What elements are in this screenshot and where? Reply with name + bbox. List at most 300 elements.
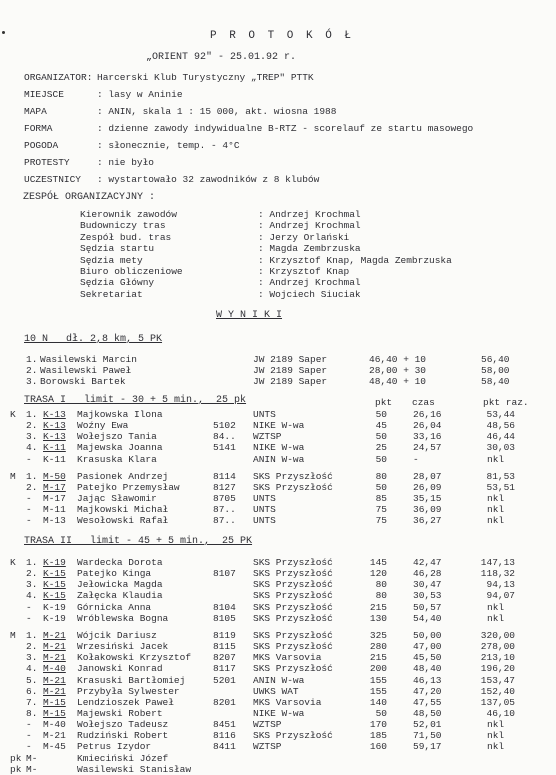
- points-total: nkl: [487, 741, 505, 753]
- category: K-15: [43, 590, 66, 602]
- table-row: [0, 442, 556, 453]
- club-number: 8115: [213, 641, 236, 653]
- table-row: [0, 686, 556, 697]
- category: M-15: [43, 696, 66, 708]
- table-row: [0, 602, 556, 613]
- info-row: [0, 106, 556, 117]
- category: M-50: [43, 470, 66, 482]
- total: 56,40: [481, 354, 510, 365]
- competitor-name: Wardecka Dorota: [77, 557, 163, 568]
- points: 280: [369, 641, 387, 653]
- club-number: 87..: [213, 515, 236, 527]
- competitor-name: Majkowska Ilona: [77, 409, 163, 420]
- table-row: [0, 515, 556, 526]
- team-role: Sędzia startu: [80, 243, 155, 255]
- table-row: [0, 708, 556, 719]
- table-row: [0, 652, 556, 663]
- club-number: 84..: [213, 431, 236, 443]
- points-total: 320,00: [480, 629, 516, 641]
- points: 50: [375, 453, 387, 465]
- club-number: 5201: [213, 674, 236, 686]
- points-total: 53,44: [486, 409, 516, 420]
- time: 52,01: [413, 719, 442, 731]
- place: 1.: [26, 354, 38, 365]
- club: SKS Przyszłość: [253, 481, 333, 493]
- points-total: nkl: [487, 730, 505, 742]
- competitor-name: Krasuski Bartłomiej: [77, 674, 186, 686]
- points-total: 153,47: [480, 674, 516, 686]
- category: M-17: [43, 493, 66, 505]
- time: 36,27: [413, 515, 442, 527]
- place: 3.: [26, 431, 38, 443]
- table-row: [0, 409, 556, 420]
- place: 1.: [26, 409, 38, 420]
- place: 8.: [26, 707, 38, 719]
- category: M-21: [43, 629, 66, 641]
- points: 75: [375, 504, 387, 516]
- time: 35,15: [413, 493, 442, 505]
- info-row: [0, 140, 556, 151]
- place: -: [26, 493, 32, 505]
- team-name: : Krzysztof Knap, Magda Zembrzuska: [258, 254, 452, 266]
- club-number: 8705: [213, 493, 236, 505]
- place: -: [26, 730, 32, 742]
- info-label: MAPA: [24, 106, 47, 117]
- time: 50,57: [413, 601, 442, 613]
- team-row: [0, 266, 556, 277]
- results-heading: W Y N I K I: [216, 310, 283, 321]
- time: 46,13: [413, 674, 442, 686]
- points: 80: [375, 579, 387, 591]
- competitor-name: Lendzioszek Paweł: [77, 696, 174, 708]
- team-name: : Krzysztof Knap: [258, 266, 350, 277]
- category: M-40: [43, 719, 66, 731]
- points: 80: [375, 590, 387, 602]
- table-row: [0, 504, 556, 515]
- time: 26,04: [413, 420, 442, 432]
- group-letter: M: [10, 470, 16, 482]
- competitor-name: Krasuska Klara: [77, 453, 157, 465]
- category: K-15: [43, 568, 66, 580]
- time: 46,28: [413, 568, 442, 580]
- club: SKS Przyszłość: [253, 579, 333, 591]
- points: 50: [375, 707, 387, 719]
- team-name: : Magda Zembrzuska: [258, 243, 361, 255]
- points-total: 46,10: [486, 707, 516, 719]
- table-row: [0, 471, 556, 482]
- competitor-name: Górnicka Anna: [77, 601, 152, 613]
- competitor-name: Majkowski Michał: [77, 504, 169, 516]
- table-row: [0, 719, 556, 730]
- club: JW 2189 Saper: [253, 376, 328, 388]
- points-total: 147,13: [480, 557, 516, 568]
- category: M-21: [43, 641, 66, 653]
- points-total: 137,05: [480, 696, 516, 708]
- info-value: : lasy w Aninie: [97, 89, 183, 100]
- trasa1-heading: TRASA I limit - 30 + 5 min., 25 pk: [24, 395, 247, 406]
- competitor-name: Wasilewski Paweł: [40, 365, 132, 377]
- time: -: [413, 453, 419, 465]
- time: 33,16: [413, 431, 442, 443]
- points-total: 48,56: [486, 420, 516, 432]
- club: UNTS: [253, 515, 276, 527]
- time: 54,40: [413, 612, 442, 624]
- club: WZTSP: [253, 431, 282, 443]
- points: 215: [369, 601, 387, 613]
- points: 85: [375, 493, 387, 505]
- points: 50: [375, 481, 387, 493]
- table-row: [0, 630, 556, 641]
- info-label: MIEJSCE: [24, 89, 64, 100]
- points-total: nkl: [487, 612, 505, 624]
- competitor-name: Patejko Przemysław: [77, 481, 180, 493]
- section-10n-heading: 10 N dł. 2,8 km, 5 PK: [24, 334, 163, 345]
- info-label: FORMA: [24, 123, 53, 134]
- info-label: ORGANIZATOR:: [24, 72, 93, 83]
- category: K-19: [43, 557, 66, 568]
- info-row: [0, 72, 556, 83]
- club: UWKS WAT: [253, 685, 299, 697]
- points-total: nkl: [487, 453, 505, 465]
- table-row: [0, 590, 556, 601]
- competitor-name: Przybyła Sylwester: [77, 685, 180, 697]
- category: M-17: [43, 481, 66, 493]
- team-row: [0, 232, 556, 243]
- total: 58,40: [481, 376, 510, 388]
- points-total: nkl: [487, 515, 505, 527]
- points: 75: [375, 515, 387, 527]
- competitor-name: Jełowicka Magda: [77, 579, 163, 591]
- category: K-13: [43, 409, 66, 420]
- club: NIKE W-wa: [253, 707, 305, 719]
- category: K-13: [43, 420, 66, 432]
- place: M-: [26, 752, 38, 764]
- competitor-name: Woźny Ewa: [77, 420, 129, 432]
- place: 5.: [26, 674, 38, 686]
- category: M-15: [43, 707, 66, 719]
- table-row: [0, 376, 556, 387]
- points: 80: [375, 470, 387, 482]
- place: 2.: [26, 568, 38, 580]
- points-total: 94,07: [486, 590, 516, 602]
- group-letter: pk: [10, 763, 22, 775]
- place: -: [26, 741, 32, 753]
- club: JW 2189 Saper: [253, 365, 328, 377]
- time: 47,55: [413, 696, 442, 708]
- competitor-name: Wójcik Dariusz: [77, 629, 157, 641]
- team-row: [0, 277, 556, 288]
- place: M-: [26, 763, 38, 775]
- points: 170: [369, 719, 387, 731]
- table-row: [0, 420, 556, 431]
- info-label: UCZESTNICY: [24, 174, 82, 185]
- club: SKS Przyszłość: [253, 663, 333, 675]
- competitor-name: Kmieciński Józef: [77, 752, 169, 764]
- club-number: 8451: [213, 719, 236, 731]
- event-title: „ORIENT 92" - 25.01.92 r.: [146, 52, 297, 63]
- category: K-11: [43, 442, 66, 454]
- club: MKS Varsovia: [253, 652, 322, 664]
- info-row: [0, 89, 556, 100]
- points-total: nkl: [487, 601, 505, 613]
- points-total: 94,13: [486, 579, 516, 591]
- competitor-name: Rudziński Robert: [77, 730, 169, 742]
- competitor-name: Majewski Robert: [77, 707, 163, 719]
- points: 160: [369, 741, 387, 753]
- table-row: [0, 365, 556, 376]
- category: M-21: [43, 674, 66, 686]
- points: 50: [375, 431, 387, 443]
- col-pkt-header: pkt: [375, 397, 393, 408]
- club: MKS Varsovia: [253, 696, 322, 708]
- club-number: 5102: [213, 420, 236, 432]
- table-row: [0, 730, 556, 741]
- time: 42,47: [413, 557, 442, 568]
- team-role: Budowniczy tras: [80, 220, 166, 232]
- points: 50: [375, 409, 387, 420]
- club: SKS Przyszłość: [253, 601, 333, 613]
- club: SKS Przyszłość: [253, 612, 333, 624]
- group-letter: K: [10, 409, 16, 420]
- info-value: : nie było: [97, 157, 155, 168]
- place: 3.: [26, 579, 38, 591]
- place: 4.: [26, 442, 38, 454]
- category: K-13: [43, 431, 66, 443]
- competitor-name: Majewska Joanna: [77, 442, 163, 454]
- category: M-21: [43, 730, 66, 742]
- time: 45,50: [413, 652, 442, 664]
- team-name: : Andrzej Krochmal: [258, 209, 361, 220]
- table-row: [0, 613, 556, 624]
- place: 1.: [26, 557, 38, 568]
- time: 28,07: [413, 470, 442, 482]
- place: 2.: [26, 481, 38, 493]
- info-value: : wystartowało 32 zawodników z 8 klubów: [97, 174, 320, 185]
- points-total: 53,51: [486, 481, 516, 493]
- points-total: 81,53: [486, 470, 516, 482]
- time: 26,16: [413, 409, 442, 420]
- time: 24,57: [413, 442, 442, 454]
- group-letter: K: [10, 557, 16, 568]
- place: -: [26, 612, 32, 624]
- time: 30,53: [413, 590, 442, 602]
- place: 3.: [26, 652, 38, 664]
- table-row: [0, 482, 556, 493]
- club: SKS Przyszłość: [253, 590, 333, 602]
- points-total: 278,00: [480, 641, 516, 653]
- club: SKS Przyszłość: [253, 641, 333, 653]
- place: 2.: [26, 420, 38, 432]
- competitor-name: Wołejszo Tadeusz: [77, 719, 169, 731]
- team-role: Kierownik zawodów: [80, 209, 177, 220]
- competitor-name: Wesołowski Rafał: [77, 515, 169, 527]
- points: 130: [369, 612, 387, 624]
- competitor-name: Wołejszo Tania: [77, 431, 157, 443]
- club: ANIN W-wa: [253, 453, 305, 465]
- team-name: : Andrzej Krochmal: [258, 220, 361, 232]
- category: K-19: [43, 612, 66, 624]
- points-total: 196,20: [480, 663, 516, 675]
- total: 58,00: [481, 365, 510, 377]
- competitor-name: Wasilewski Marcin: [40, 354, 137, 365]
- category: K-19: [43, 601, 66, 613]
- club: SKS Przyszłość: [253, 557, 333, 568]
- info-label: POGODA: [24, 140, 59, 151]
- competitor-name: Wasilewski Stanisław: [77, 763, 192, 775]
- club-number: 8127: [213, 481, 236, 493]
- category: K-11: [43, 453, 66, 465]
- score: 28,00 + 30: [369, 365, 427, 377]
- table-row: [0, 354, 556, 365]
- club-number: 8411: [213, 741, 236, 753]
- competitor-name: Borowski Bartek: [40, 376, 126, 388]
- club: UNTS: [253, 493, 276, 505]
- club: SKS Przyszłość: [253, 568, 333, 580]
- points-total: 46,44: [486, 431, 516, 443]
- team-row: [0, 255, 556, 266]
- points: 120: [369, 568, 387, 580]
- team-role: Sędzia Główny: [80, 277, 155, 289]
- competitor-name: Pasionek Andrzej: [77, 470, 169, 482]
- time: 71,50: [413, 730, 442, 742]
- club: NIKE W-wa: [253, 420, 305, 432]
- team-row: [0, 209, 556, 220]
- time: 47,20: [413, 685, 442, 697]
- table-row: [0, 431, 556, 442]
- points-total: 152,40: [480, 685, 516, 697]
- team-row: [0, 289, 556, 300]
- team-row: [0, 220, 556, 231]
- place: 4.: [26, 663, 38, 675]
- score: 48,40 + 10: [369, 376, 427, 388]
- club: NIKE W-wa: [253, 442, 305, 454]
- place: 6.: [26, 685, 38, 697]
- team-role: Sędzia mety: [80, 254, 143, 266]
- club: JW 2189 Saper: [253, 354, 328, 365]
- category: M-21: [43, 685, 66, 697]
- category: M-11: [43, 504, 66, 516]
- points: 155: [369, 674, 387, 686]
- club-number: 8104: [213, 601, 236, 613]
- time: 59,17: [413, 741, 442, 753]
- table-row: [0, 557, 556, 568]
- col-czas-header: czas: [412, 397, 435, 408]
- table-row: [0, 675, 556, 686]
- club-number: 8201: [213, 696, 236, 708]
- category: M-40: [43, 663, 66, 675]
- competitor-name: Wrzesiński Jacek: [77, 641, 169, 653]
- table-row: [0, 697, 556, 708]
- club-number: 8117: [213, 663, 236, 675]
- club-number: 8105: [213, 612, 236, 624]
- points: 155: [369, 685, 387, 697]
- competitor-name: Kołakowski Krzysztof: [77, 652, 192, 664]
- protocol-title: P R O T O K Ó Ł: [210, 30, 355, 42]
- club-number: 8119: [213, 629, 236, 641]
- club: ANIN W-wa: [253, 674, 305, 686]
- club-number: 8207: [213, 652, 236, 664]
- time: 48,50: [413, 707, 442, 719]
- club-number: 87..: [213, 504, 236, 516]
- team-name: : Jerzy Orlański: [258, 231, 350, 243]
- points: 325: [369, 629, 387, 641]
- club: UNTS: [253, 409, 276, 420]
- competitor-name: Patejko Kinga: [77, 568, 152, 580]
- margin-mark: [2, 31, 5, 34]
- team-name: : Wojciech Siuciak: [258, 288, 361, 300]
- table-row: [0, 741, 556, 752]
- points: 145: [369, 557, 387, 568]
- points: 45: [375, 420, 387, 432]
- team-name: : Andrzej Krochmal: [258, 277, 361, 289]
- points-total: nkl: [487, 719, 505, 731]
- time: 36,09: [413, 504, 442, 516]
- category: K-15: [43, 579, 66, 591]
- place: 2.: [26, 365, 38, 377]
- category: M-45: [43, 741, 66, 753]
- club: WZTSP: [253, 741, 282, 753]
- place: -: [26, 515, 32, 527]
- info-value: : słonecznie, temp. - 4°C: [97, 140, 240, 151]
- place: -: [26, 719, 32, 731]
- place: -: [26, 601, 32, 613]
- points: 215: [369, 652, 387, 664]
- info-row: [0, 123, 556, 134]
- place: -: [26, 504, 32, 516]
- place: 3.: [26, 376, 38, 388]
- col-raz-header: pkt raz.: [483, 397, 529, 408]
- table-row: [0, 764, 556, 775]
- table-row: [0, 454, 556, 465]
- points: 25: [375, 442, 387, 454]
- category: M-21: [43, 652, 66, 664]
- club: SKS Przyszłość: [253, 730, 333, 742]
- club: UNTS: [253, 504, 276, 516]
- club-number: 8107: [213, 568, 236, 580]
- place: 1.: [26, 629, 38, 641]
- team-role: Zespół bud. tras: [80, 231, 172, 243]
- points-total: 118,32: [480, 568, 516, 580]
- competitor-name: Załęcka Klaudia: [77, 590, 163, 602]
- table-row: [0, 663, 556, 674]
- club-number: 8114: [213, 470, 236, 482]
- points: 185: [369, 730, 387, 742]
- points: 200: [369, 663, 387, 675]
- points-total: 213,10: [480, 652, 516, 664]
- club: SKS Przyszłość: [253, 629, 333, 641]
- club: WZTSP: [253, 719, 282, 731]
- table-row: [0, 568, 556, 579]
- group-letter: M: [10, 629, 16, 641]
- points-total: 30,03: [486, 442, 516, 454]
- info-value: : ANIN, skala 1 : 15 000, akt. wiosna 1988: [97, 106, 337, 117]
- place: 4.: [26, 590, 38, 602]
- info-label: PROTESTY: [24, 157, 70, 168]
- club-number: 8116: [213, 730, 236, 742]
- competitor-name: Wróblewska Bogna: [77, 612, 169, 624]
- time: 26,09: [413, 481, 442, 493]
- competitor-name: Janowski Konrad: [77, 663, 163, 675]
- table-row: [0, 641, 556, 652]
- competitor-name: Petrus Izydor: [77, 741, 152, 753]
- club: SKS Przyszłość: [253, 470, 333, 482]
- competitor-name: Jając Sławomir: [77, 493, 157, 505]
- place: 1.: [26, 470, 38, 482]
- time: 48,40: [413, 663, 442, 675]
- place: -: [26, 453, 32, 465]
- time: 50,00: [413, 629, 442, 641]
- info-row: [0, 174, 556, 185]
